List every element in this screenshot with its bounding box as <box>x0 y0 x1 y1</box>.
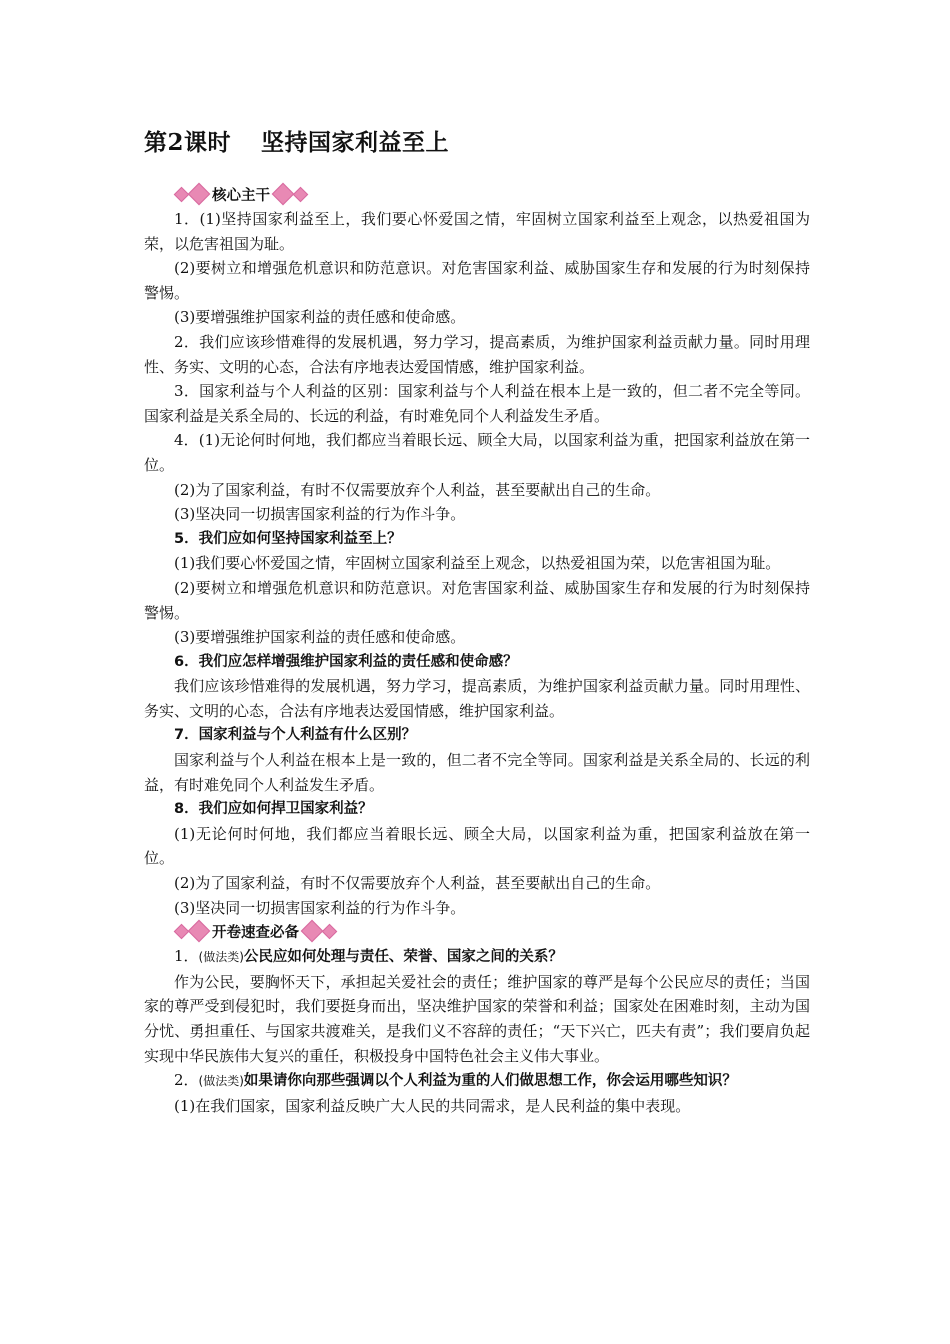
question-text: 如果请你向那些强调以个人利益为重的人们做思想工作，你会运用哪些知识？ <box>243 1073 737 1090</box>
question-type-tag: (做法类) <box>198 950 244 965</box>
paragraph: 作为公民，要胸怀天下，承担起关爱社会的责任；维护国家的尊严是每个公民应尽的责任；当国家的尊严受到侵犯时，我们要挺身而出，坚决维护国家的荣誉和利益；国家处在困难时刻，主动为国分忧、勇担重任、与国家共渡难关，是我们义不容辞的责任；“天下兴亡，匹夫有责”；我们要肩负起实现中华民族伟大复兴的重任，积极投身中国特色社会主义伟大事业。 <box>144 972 810 1065</box>
question-heading <box>144 1068 810 1094</box>
question-heading <box>144 944 810 970</box>
paragraph: 1．(1)坚持国家利益至上，我们要心怀爱国之情，牢固树立国家利益至上观念，以热爱祖国为荣，以危害祖国为耻。 <box>144 210 810 253</box>
question-number: 1． <box>174 947 199 966</box>
paragraph: (2)为了国家利益，有时不仅需要放弃个人利益，甚至要献出自己的生命。 <box>174 874 661 893</box>
lesson-number: 第2课时 <box>144 129 232 156</box>
question-heading: 5．我们应如何坚持国家利益至上？ <box>174 530 402 547</box>
paragraph: (2)为了国家利益，有时不仅需要放弃个人利益，甚至要献出自己的生命。 <box>174 480 661 499</box>
diamond-ornament-icon <box>273 186 308 202</box>
diamond-ornament-icon <box>302 923 337 939</box>
section-header-quick-reference <box>174 920 810 942</box>
paragraph: (1)我们要心怀爱国之情，牢固树立国家利益至上观念，以热爱祖国为荣，以危害祖国为耻。 <box>174 554 781 573</box>
paragraph: 我们应该珍惜难得的发展机遇，努力学习，提高素质，为维护国家利益贡献力量。同时用理性、务实、文明的心态，合法有序地表达爱国情感，维护国家利益。 <box>144 677 810 720</box>
section-label: 开卷速查必备 <box>212 924 299 941</box>
paragraph: 4．(1)无论何时何地，我们都应当着眼长远、顾全大局，以国家利益为重，把国家利益放在第一位。 <box>144 431 810 474</box>
section-label: 核心主干 <box>212 187 270 204</box>
paragraph: (1)在我们国家，国家利益反映广大人民的共同需求，是人民利益的集中表现。 <box>174 1096 691 1115</box>
paragraph: (3)坚决同一切损害国家利益的行为作斗争。 <box>174 898 466 917</box>
diamond-ornament-icon <box>174 923 209 939</box>
question-type-tag: (做法类) <box>198 1074 244 1089</box>
paragraph: (3)要增强维护国家利益的责任感和使命感。 <box>174 628 466 647</box>
paragraph: 3．国家利益与个人利益的区别：国家利益与个人利益在根本上是一致的，但二者不完全等同。国家利益是关系全局的、长远的利益，有时难免同个人利益发生矛盾。 <box>144 382 810 425</box>
page-title <box>144 124 810 157</box>
section-header-core <box>174 183 810 205</box>
question-heading: 8．我们应如何捍卫国家利益？ <box>174 801 373 818</box>
lesson-title: 坚持国家利益至上 <box>261 129 450 156</box>
paragraph: 国家利益与个人利益在根本上是一致的，但二者不完全等同。国家利益是关系全局的、长远的利益，有时难免同个人利益发生矛盾。 <box>144 751 810 794</box>
diamond-ornament-icon <box>174 186 209 202</box>
paragraph: 2．我们应该珍惜难得的发展机遇，努力学习，提高素质，为维护国家利益贡献力量。同时用理性、务实、文明的心态，合法有序地表达爱国情感，维护国家利益。 <box>144 332 810 376</box>
question-heading: 6．我们应怎样增强维护国家利益的责任感和使命感？ <box>174 653 518 670</box>
paragraph: (3)要增强维护国家利益的责任感和使命感。 <box>174 308 466 327</box>
paragraph: (1)无论何时何地，我们都应当着眼长远、顾全大局，以国家利益为重，把国家利益放在第一位。 <box>144 824 810 868</box>
document-page <box>144 124 810 1118</box>
question-heading: 7．国家利益与个人利益有什么区别？ <box>174 727 417 744</box>
question-number: 2． <box>174 1071 199 1090</box>
paragraph: (3)坚决同一切损害国家利益的行为作斗争。 <box>174 505 466 524</box>
paragraph: (2)要树立和增强危机意识和防范意识。对危害国家利益、威胁国家生存和发展的行为时刻保持警惕。 <box>144 259 810 302</box>
question-text: 公民应如何处理与责任、荣誉、国家之间的关系？ <box>243 949 563 966</box>
paragraph: (2)要树立和增强危机意识和防范意识。对危害国家利益、威胁国家生存和发展的行为时刻保持警惕。 <box>144 578 810 622</box>
